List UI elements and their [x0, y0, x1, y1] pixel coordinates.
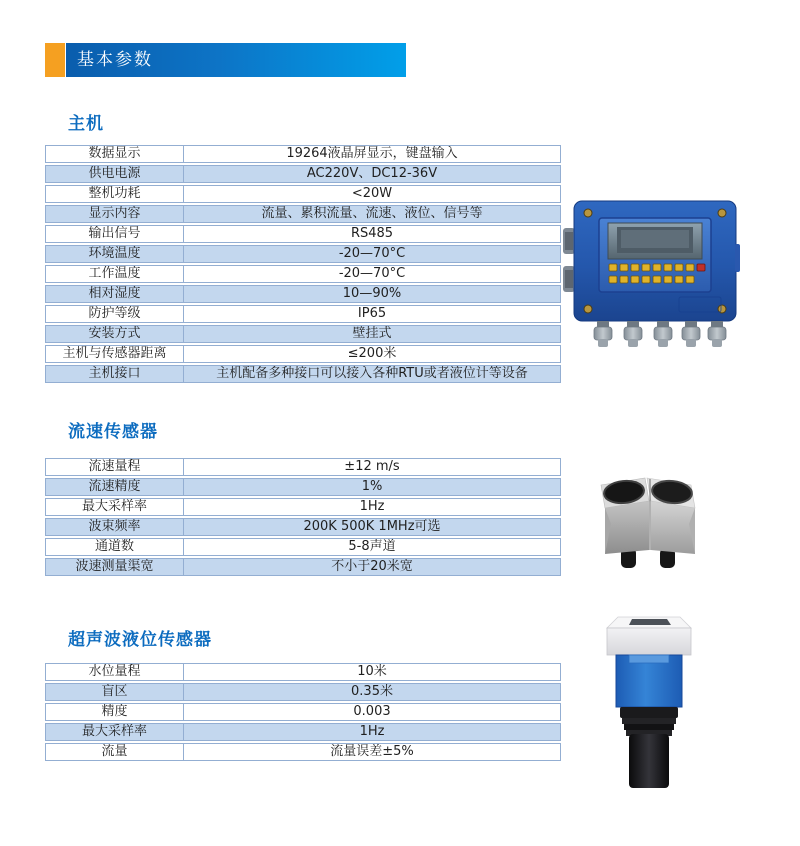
spec-label-cell: 最大采样率 [46, 499, 184, 515]
spec-label-cell: 主机与传感器距离 [46, 346, 184, 362]
spec-label-cell: 通道数 [46, 539, 184, 555]
table-row [45, 145, 561, 163]
spec-label-cell: 整机功耗 [46, 186, 184, 202]
spec-value-cell: -20—70°C [338, 266, 406, 281]
table-row [45, 538, 561, 556]
section-title-host: 主机 [68, 114, 104, 134]
spec-value-cell: 流量误差±5% [330, 744, 414, 759]
table-row [45, 225, 561, 243]
host-unit-illustration [561, 196, 763, 354]
table-row [45, 723, 561, 741]
spec-value-cell: ±12 m/s [344, 459, 400, 474]
flow-velocity-sensor-photo [594, 466, 706, 574]
spec-label-cell: 精度 [46, 704, 184, 720]
table-row [45, 478, 561, 496]
spec-value-cell: 0.35米 [351, 684, 393, 699]
spec-value-cell: <20W [351, 186, 393, 201]
table-row [45, 683, 561, 701]
section-header-bar [45, 43, 406, 77]
spec-label-cell: 供电电源 [46, 166, 184, 182]
spec-label-cell: 环境温度 [46, 246, 184, 262]
table-row [45, 245, 561, 263]
spec-value-cell: RS485 [350, 226, 394, 241]
spec-table-level-sensor [45, 663, 561, 763]
spec-table-flow-sensor [45, 458, 561, 578]
spec-value-cell: 10—90% [342, 286, 402, 301]
table-row [45, 498, 561, 516]
flow-sensor-illustration [594, 466, 706, 574]
table-row [45, 558, 561, 576]
table-row [45, 663, 561, 681]
spec-value-cell: 10米 [357, 664, 387, 679]
spec-label-cell: 安装方式 [46, 326, 184, 342]
spec-label-cell: 水位量程 [46, 664, 184, 680]
spec-value-cell: -20—70°C [338, 246, 406, 261]
ultrasonic-level-sensor-photo [601, 614, 697, 792]
spec-value-cell: 流量、累积流量、流速、液位、信号等 [261, 206, 483, 221]
table-row [45, 165, 561, 183]
table-row [45, 185, 561, 203]
level-sensor-illustration [601, 614, 697, 792]
spec-label-cell: 流量 [46, 744, 184, 760]
table-row [45, 345, 561, 363]
spec-value-cell: 1Hz [359, 724, 385, 739]
spec-value-cell: AC220V、DC12-36V [306, 166, 438, 181]
spec-value-cell: 主机配备多种接口可以接入各种RTU或者液位计等设备 [216, 366, 528, 381]
table-row [45, 305, 561, 323]
spec-value-cell: 1Hz [359, 499, 385, 514]
spec-label-cell: 流速量程 [46, 459, 184, 475]
table-row [45, 458, 561, 476]
spec-value-cell: ≤200米 [347, 346, 397, 361]
spec-label-cell: 盲区 [46, 684, 184, 700]
spec-label-cell: 数据显示 [46, 146, 184, 162]
spec-label-cell: 防护等级 [46, 306, 184, 322]
table-row [45, 325, 561, 343]
spec-label-cell: 主机接口 [46, 366, 184, 382]
spec-value-cell: 5-8声道 [348, 539, 396, 554]
spec-table-host [45, 145, 561, 385]
table-row [45, 205, 561, 223]
spec-value-cell: 不小于20米宽 [331, 559, 413, 574]
spec-label-cell: 波速测量渠宽 [46, 559, 184, 575]
spec-value-cell: 0.003 [353, 704, 391, 719]
spec-value-cell: IP65 [357, 306, 387, 321]
table-row [45, 365, 561, 383]
page-title: 基本参数 [66, 43, 406, 77]
spec-label-cell: 输出信号 [46, 226, 184, 242]
spec-value-cell: 1% [361, 479, 383, 494]
host-unit-photo [561, 196, 763, 354]
section-title-flow-sensor: 流速传感器 [68, 422, 158, 442]
spec-label-cell: 最大采样率 [46, 724, 184, 740]
spec-value-cell: 200K 500K 1MHz可选 [303, 519, 441, 534]
spec-label-cell: 显示内容 [46, 206, 184, 222]
section-title-level-sensor: 超声波液位传感器 [68, 630, 212, 650]
spec-value-cell: 壁挂式 [352, 326, 392, 341]
spec-label-cell: 相对湿度 [46, 286, 184, 302]
table-row [45, 285, 561, 303]
table-row [45, 265, 561, 283]
table-row [45, 518, 561, 536]
spec-label-cell: 波束频率 [46, 519, 184, 535]
spec-value-cell: 19264液晶屏显示，键盘输入 [286, 146, 458, 161]
table-row [45, 743, 561, 761]
table-row [45, 703, 561, 721]
spec-label-cell: 流速精度 [46, 479, 184, 495]
spec-label-cell: 工作温度 [46, 266, 184, 282]
orange-accent-block [45, 43, 65, 77]
